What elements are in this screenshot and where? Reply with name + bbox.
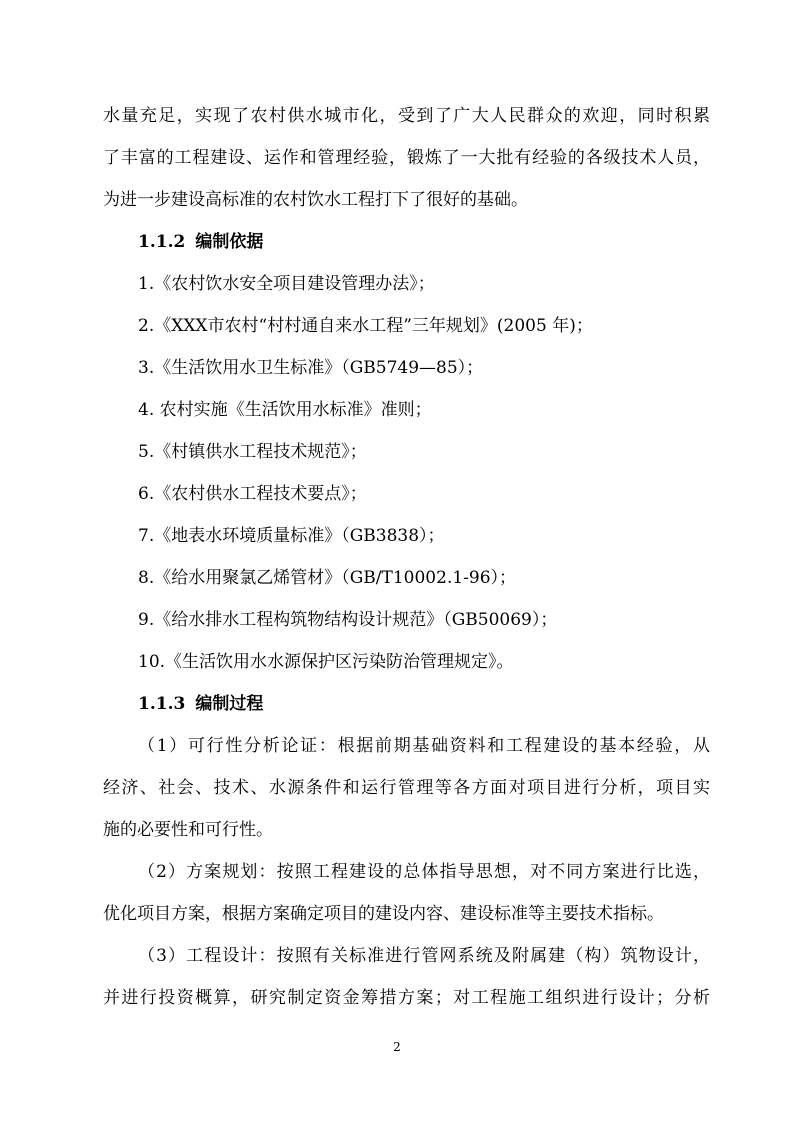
section-title: 编制过程 (195, 694, 264, 714)
intro-line-2: 了丰富的工程建设、运作和管理经验，锻炼了一大批有经验的各级技术人员， (103, 148, 710, 168)
process-3-line-2: 并进行投资概算，研究制定资金筹措方案；对工程施工组织进行设计；分析 (103, 988, 710, 1008)
section-number: 1.1.2 (138, 232, 186, 252)
process-1-line-3: 施的必要性和可行性。 (103, 820, 273, 840)
reference-item: 7.《地表水环境质量标准》（GB3838）； (138, 526, 445, 546)
process-3-line-1: （3）工程设计：按照有关标准进行管网系统及附属建（构）筑物设计， (138, 946, 710, 966)
intro-line-1: 水量充足，实现了农村供水城市化，受到了广大人民群众的欢迎，同时积累 (103, 106, 710, 126)
intro-line-3: 为进一步建设高标准的农村饮水工程打下了很好的基础。 (103, 190, 528, 210)
process-2-line-1: （2）方案规划：按照工程建设的总体指导思想，对不同方案进行比选， (138, 862, 710, 882)
reference-item: 1.《农村饮水安全项目建设管理办法》； (138, 274, 435, 294)
reference-item: 3.《生活饮用水卫生标准》（GB5749—85）； (138, 358, 484, 378)
page-number: 2 (393, 1040, 401, 1054)
reference-item: 2.《XXX市农村“村村通自来水工程”三年规划》(2005 年)； (138, 316, 593, 336)
reference-item: 9.《给水排水工程构筑物结构设计规范》（GB50069）； (138, 610, 558, 630)
process-2-line-2: 优化项目方案，根据方案确定项目的建设内容、建设标准等主要技术指标。 (103, 904, 664, 924)
reference-item: 4. 农村实施《生活饮用水标准》准则； (138, 400, 432, 420)
section-heading-1-1-2 (138, 231, 263, 253)
reference-item: 5.《村镇供水工程技术规范》； (138, 442, 367, 462)
reference-item: 8.《给水用聚氯乙烯管材》（GB/T10002.1-96）； (138, 568, 517, 588)
process-1-line-1: （1）可行性分析论证：根据前期基础资料和工程建设的基本经验，从 (138, 736, 710, 756)
process-1-line-2: 经济、社会、技术、水源条件和运行管理等各方面对项目进行分析，项目实 (103, 778, 710, 798)
section-heading-1-1-3 (138, 693, 263, 715)
section-title: 编制依据 (195, 232, 264, 252)
reference-item: 6.《农村供水工程技术要点》； (138, 484, 367, 504)
section-number: 1.1.3 (138, 694, 186, 714)
reference-item: 10.《生活饮用水水源保护区污染防治管理规定》。 (138, 652, 514, 672)
